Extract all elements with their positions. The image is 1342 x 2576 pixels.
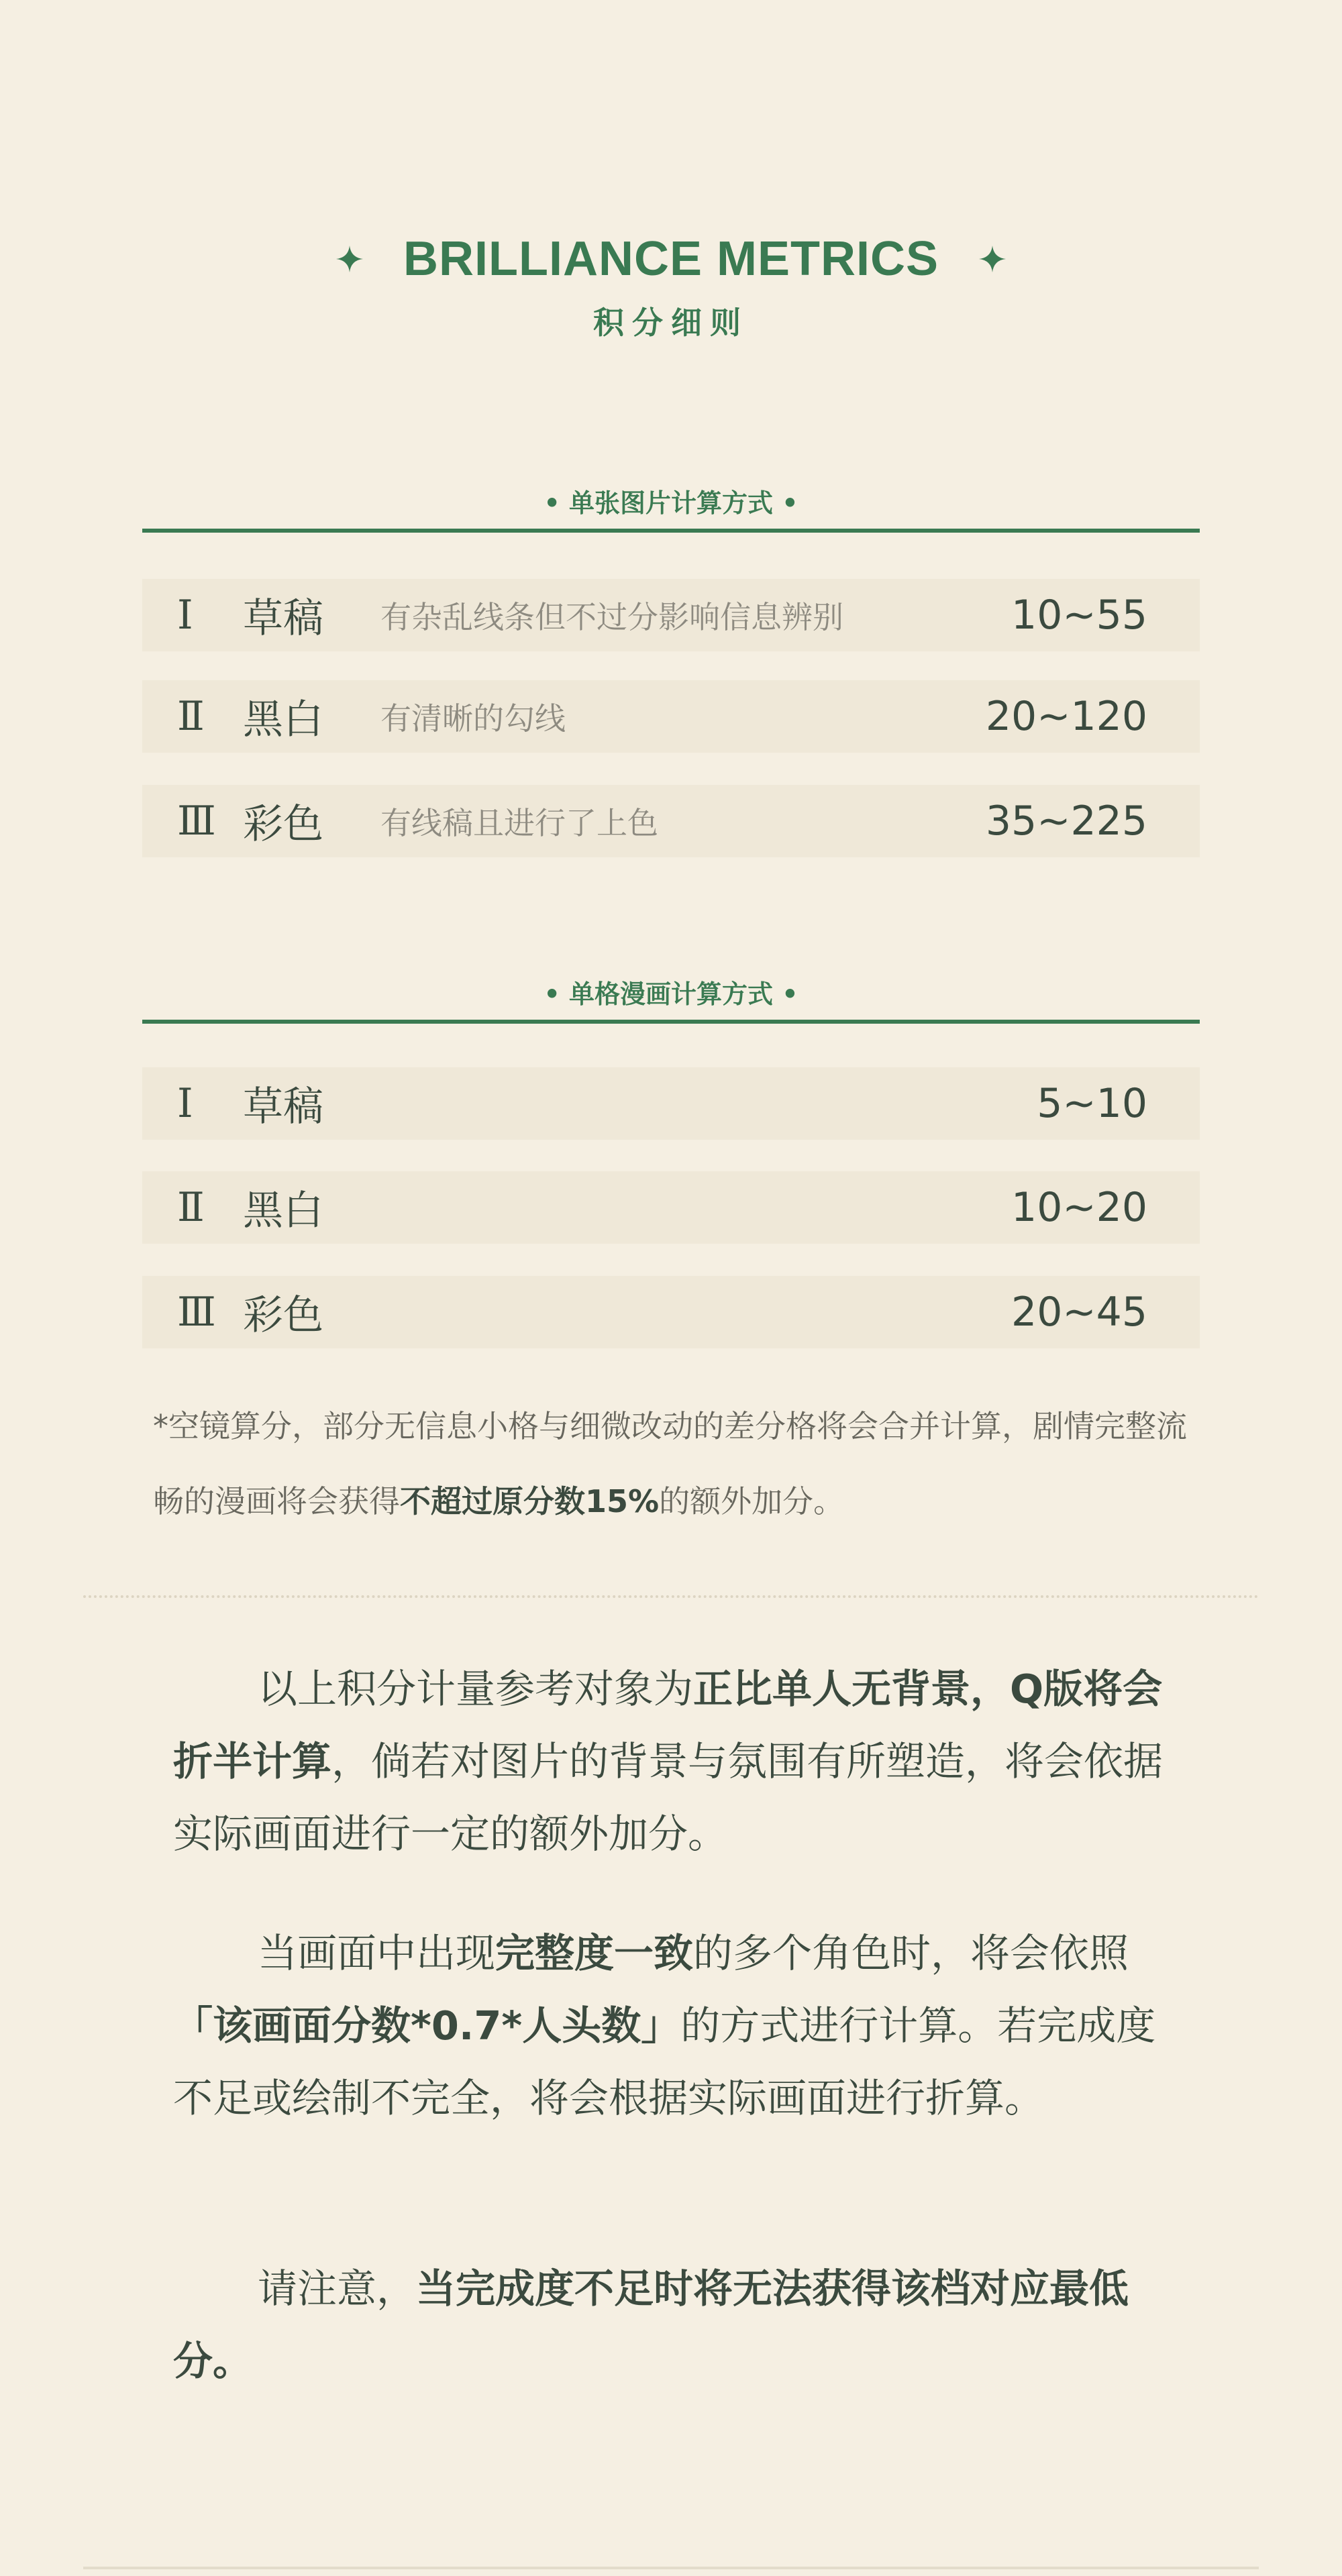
paragraph-emphasis: 完整度一致 xyxy=(495,1930,694,1976)
paragraph-emphasis: 当完成度不足时将无法获得该档对应最低分。 xyxy=(173,2265,1129,2384)
row-name: 黑白 xyxy=(243,1187,323,1234)
table-row xyxy=(142,1067,1200,1140)
bottom-divider xyxy=(83,2567,1259,2569)
row-description: 有杂乱线条但不过分影响信息辨别 xyxy=(380,599,843,635)
title-row xyxy=(0,231,1342,286)
paragraph-emphasis: 「该画面分数*0.7*人头数」 xyxy=(173,2002,681,2049)
header xyxy=(0,231,1342,343)
single-image-section xyxy=(142,483,1200,859)
row-description: 有清晰的勾线 xyxy=(380,700,566,737)
row-level: Ⅱ xyxy=(177,693,205,740)
dotted-divider xyxy=(83,1595,1259,1598)
row-score: 10~20 xyxy=(1011,1184,1147,1231)
section-divider xyxy=(142,1020,1200,1024)
row-score: 35~225 xyxy=(985,798,1147,845)
page-title: BRILLIANCE METRICS xyxy=(403,232,939,286)
table-row xyxy=(142,1171,1200,1244)
paragraph-3: 请注意，当完成度不足时将无法获得该档对应最低分。 xyxy=(173,2265,1129,2384)
section-title: • 单张图片计算方式 • xyxy=(544,488,798,518)
row-score: 5~10 xyxy=(1037,1080,1147,1127)
row-name: 彩色 xyxy=(243,1292,323,1339)
footnote: *空镜算分，部分无信息小格与细微改动的差分格将会合并计算，剧情完整流畅的漫画将会获得不超过原分数15%的额外加分。 xyxy=(153,1408,1187,1519)
row-name: 草稿 xyxy=(243,1083,323,1130)
row-score: 10~55 xyxy=(1011,592,1147,639)
row-name: 草稿 xyxy=(243,595,323,642)
row-score: 20~120 xyxy=(985,693,1147,740)
row-description: 有线稿且进行了上色 xyxy=(380,805,658,841)
sparkle-icon xyxy=(979,246,1006,272)
sparkle-icon xyxy=(336,246,363,272)
row-level: Ⅱ xyxy=(177,1184,205,1231)
row-score: 20~45 xyxy=(1011,1289,1147,1336)
row-level: Ⅰ xyxy=(177,1080,193,1127)
table-row xyxy=(142,1276,1200,1348)
section-title: • 单格漫画计算方式 • xyxy=(544,979,798,1009)
footnote-emphasis: 不超过原分数15% xyxy=(400,1483,660,1519)
table-row xyxy=(142,579,1200,651)
row-name: 黑白 xyxy=(243,696,323,743)
row-name: 彩色 xyxy=(243,801,323,848)
row-level: Ⅲ xyxy=(177,798,216,845)
page-subtitle: 积分细则 xyxy=(593,305,749,341)
paragraph-2: 当画面中出现完整度一致的多个角色时，将会依照「该画面分数*0.7*人头数」的方式进行计算。若完成度不足或绘制不完全，将会根据实际画面进行折算。 xyxy=(173,1930,1156,2121)
single-panel-section xyxy=(142,974,1200,1350)
row-level: Ⅲ xyxy=(177,1289,216,1336)
row-level: Ⅰ xyxy=(177,592,193,639)
paragraph-1: 以上积分计量参考对象为正比单人无背景，Q版将会折半计算，倘若对图片的背景与氛围有所塑造，将会依据实际画面进行一定的额外加分。 xyxy=(173,1666,1164,1857)
section-divider xyxy=(142,529,1200,533)
table-row xyxy=(142,785,1200,857)
paragraph-emphasis: 正比单人无背景，Q版将会折半计算 xyxy=(173,1666,1163,1784)
table-row xyxy=(142,680,1200,753)
